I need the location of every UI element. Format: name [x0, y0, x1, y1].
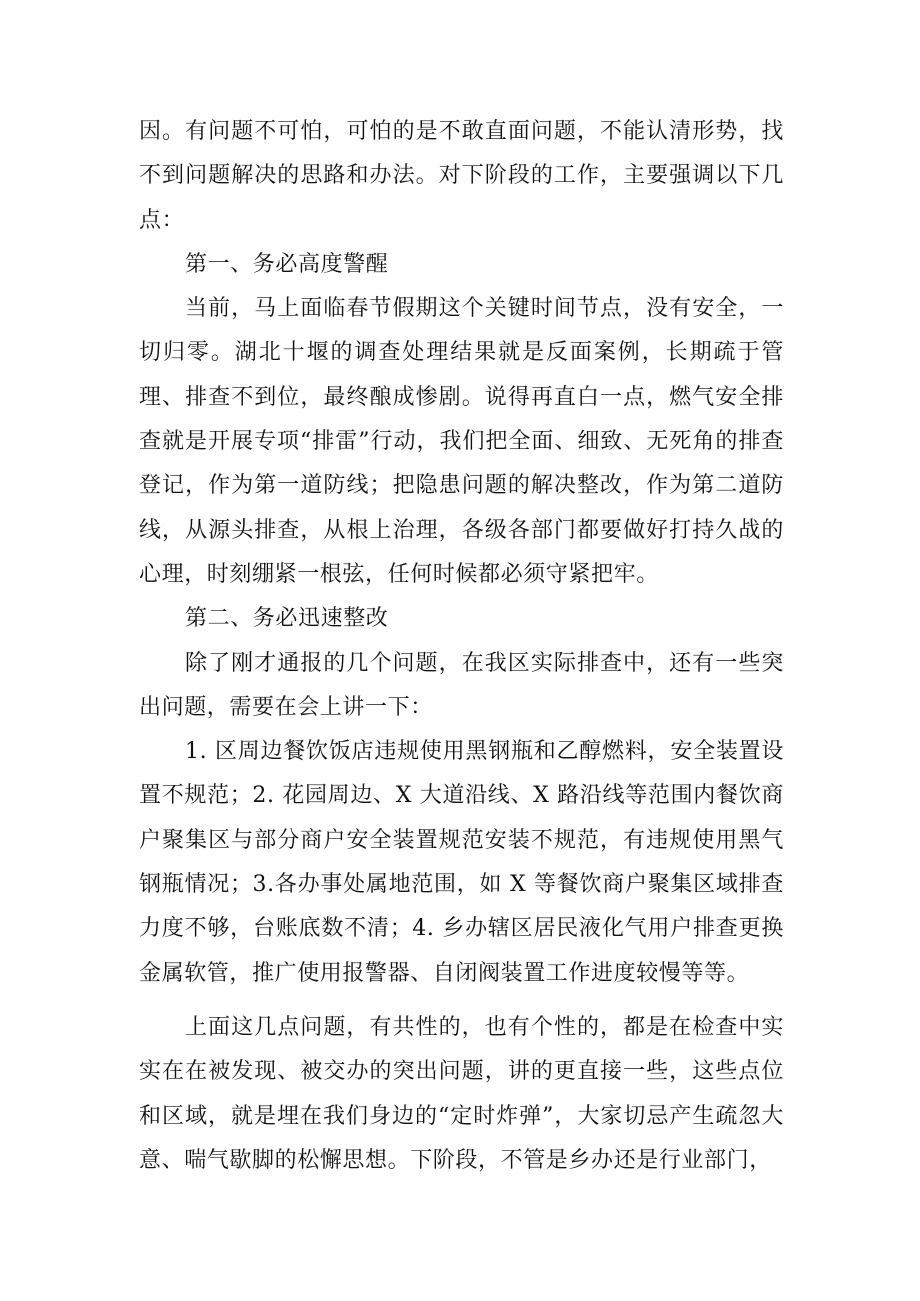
paragraph-summary: 上面这几点问题，有共性的，也有个性的，都是在检查中实实在在被发现、被交办的突出问题，讲的更直接一些，这些点位和区域，就是埋在我们身边的“定时炸弹”，大家切忌产生疏忽大意、喘气歇脚的松懈思想。下阶段，不管是乡办还是行业部门，: [139, 1014, 784, 1173]
section-heading-2: 第二、务必迅速整改: [185, 606, 389, 632]
paragraph-vigilance: 当前，马上面临春节假期这个关键时间节点，没有安全，一切归零。湖北十堰的调查处理结果就是反面案例，长期疏于管理、排查不到位，最终酿成惨剧。说得再直白一点，燃气安全排查就是开展专项“排雷”行动，我们把全面、细致、无死角的排查登记，作为第一道防线；把隐患问题的解决整改，作为第二道防线，从源头排查，从根上治理，各级各部门都要做好打持久战的心理，时刻绷紧一根弦，任何时候都必须守紧把牢。: [139, 296, 784, 587]
paragraph-continuation: 因。有问题不可怕，可怕的是不敢直面问题，不能认清形势，找不到问题解决的思路和办法。对下阶段的工作，主要强调以下几点：: [139, 119, 784, 233]
paragraph-intro-issues: 除了刚才通报的几个问题，在我区实际排查中，还有一些突出问题，需要在会上讲一下：: [139, 650, 784, 720]
document-page: [139, 110, 784, 1183]
section-heading-1: 第一、务必高度警醒: [185, 251, 389, 277]
paragraph-issue-list: 1. 区周边餐饮饭店违规使用黑钢瓶和乙醇燃料，安全装置设置不规范；2. 花园周边、X 大道沿线、X 路沿线等范围内餐饮商户聚集区与部分商户安全装置规范安装不规范，有违规使用黑气钢瓶情况；3.各办事处属地范围，如 X 等餐饮商户聚集区域排查力度不够，台账底数不清；4. 乡办辖区居民液化气用户排查更换金属软管，推广使用报警器、自闭阀装置工作进度较慢等等。: [139, 739, 784, 986]
